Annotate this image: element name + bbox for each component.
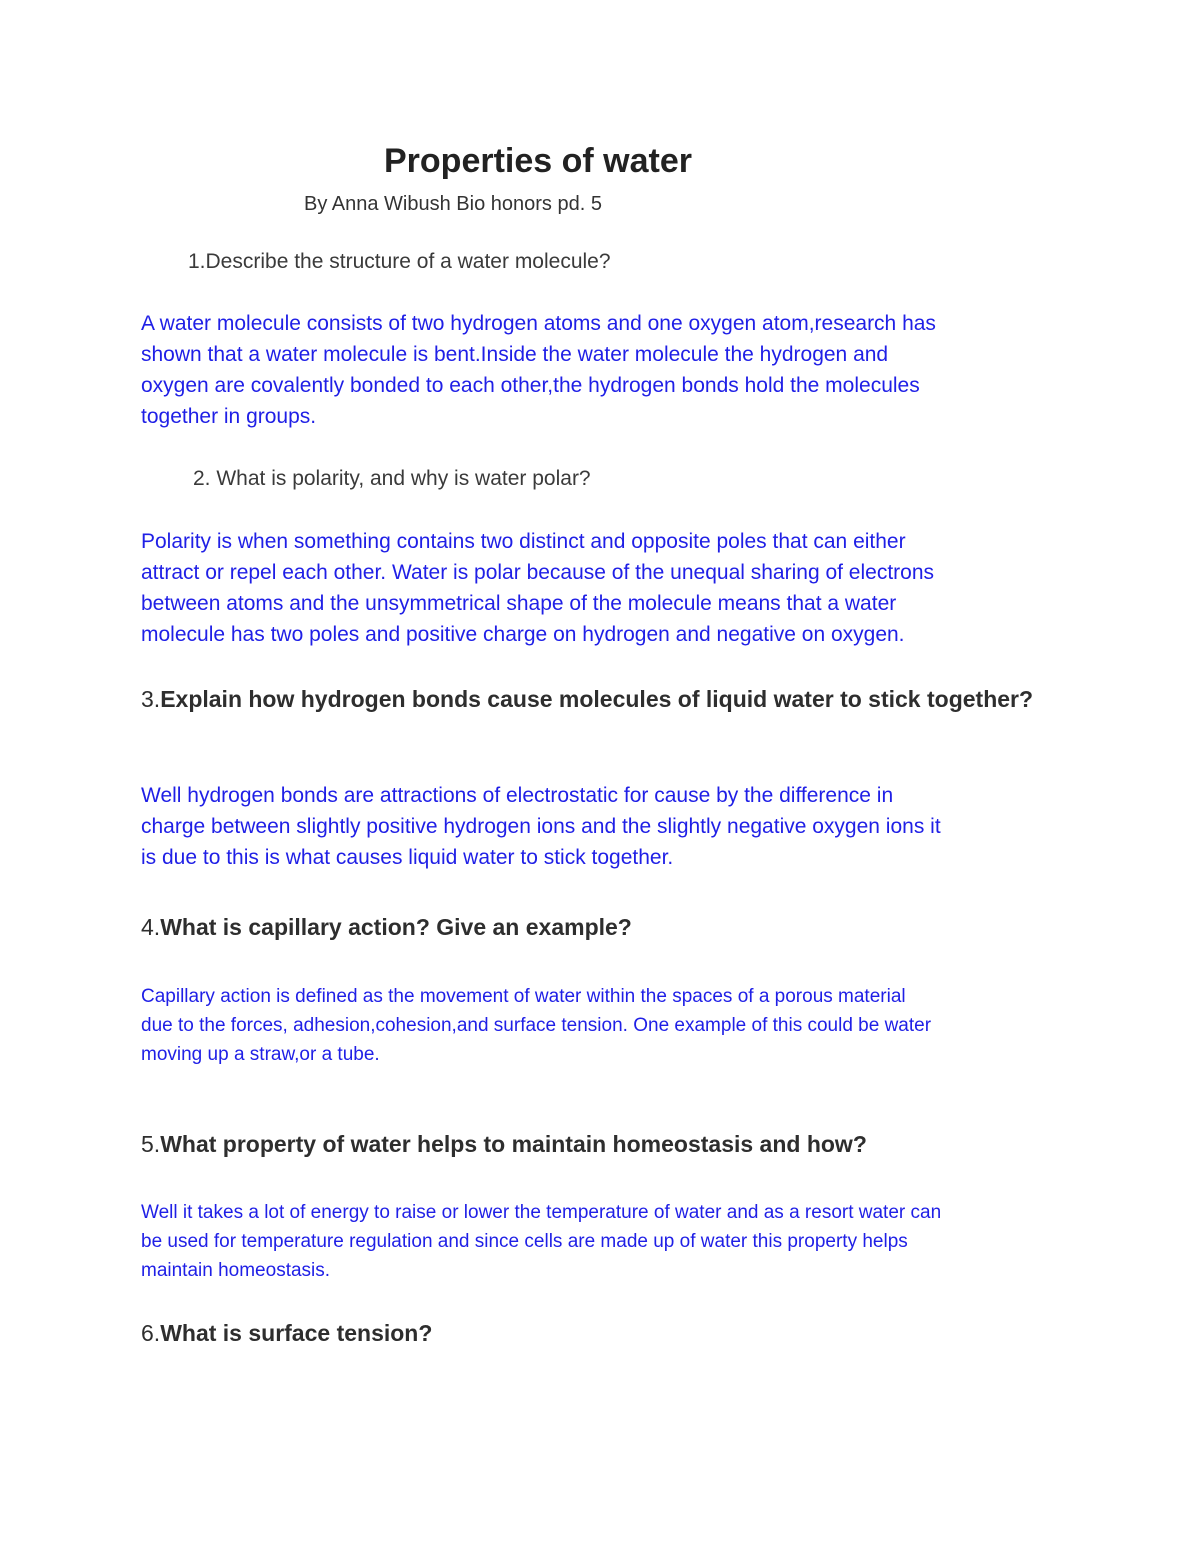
question-4 <box>141 910 1041 945</box>
answer-2: Polarity is when something contains two distinct and opposite poles that can either attract or repel each other. Water is polar because of the unequal sharing of electrons between atoms and the unsymmetrical shape of the molecule means that a water molecule has two poles and positive charge on hydrogen and negative on oxygen. <box>141 530 935 646</box>
question-4-text: What is capillary action? Give an example? <box>160 914 632 940</box>
answer-3: Well hydrogen bonds are attractions of electrostatic for cause by the difference in charge between slightly positive hydrogen ions and the slightly negative oxygen ions it is due to this is what causes liquid water to stick together. <box>141 784 941 869</box>
question-3-text: Explain how hydrogen bonds cause molecules of liquid water to stick together? <box>160 686 1034 712</box>
answer-5: Well it takes a lot of energy to raise or lower the temperature of water and as a resort water can be used for temperature regulation and since cells are made up of water this property helps maintain homeostasis. <box>141 1202 942 1281</box>
question-6-number: 6. <box>141 1320 161 1346</box>
author-byline: By Anna Wibush Bio honors pd. 5 <box>304 193 602 215</box>
question-6-text: What is surface tension? <box>160 1320 433 1346</box>
question-3 <box>141 682 1041 717</box>
question-5-number: 5. <box>141 1131 161 1157</box>
document-title: Properties of water <box>384 142 692 180</box>
question-5 <box>141 1127 1041 1162</box>
question-2: 2. What is polarity, and why is water polar? <box>193 467 591 490</box>
question-4-number: 4. <box>141 914 161 940</box>
question-3-number: 3. <box>141 686 161 712</box>
answer-4: Capillary action is defined as the movement of water within the spaces of a porous material due to the forces, adhesion,cohesion,and surface tension. One example of this could be water moving up a straw,or a tube. <box>141 986 932 1065</box>
question-5-text: What property of water helps to maintain homeostasis and how? <box>160 1131 867 1157</box>
answer-1: A water molecule consists of two hydrogen atoms and one oxygen atom,research has shown that a water molecule is bent.Inside the water molecule the hydrogen and oxygen are covalently bonded to each other,the hydrogen bonds hold the molecules together in groups. <box>141 312 936 428</box>
question-6 <box>141 1316 1041 1351</box>
question-1: 1.Describe the structure of a water molecule? <box>188 250 611 273</box>
